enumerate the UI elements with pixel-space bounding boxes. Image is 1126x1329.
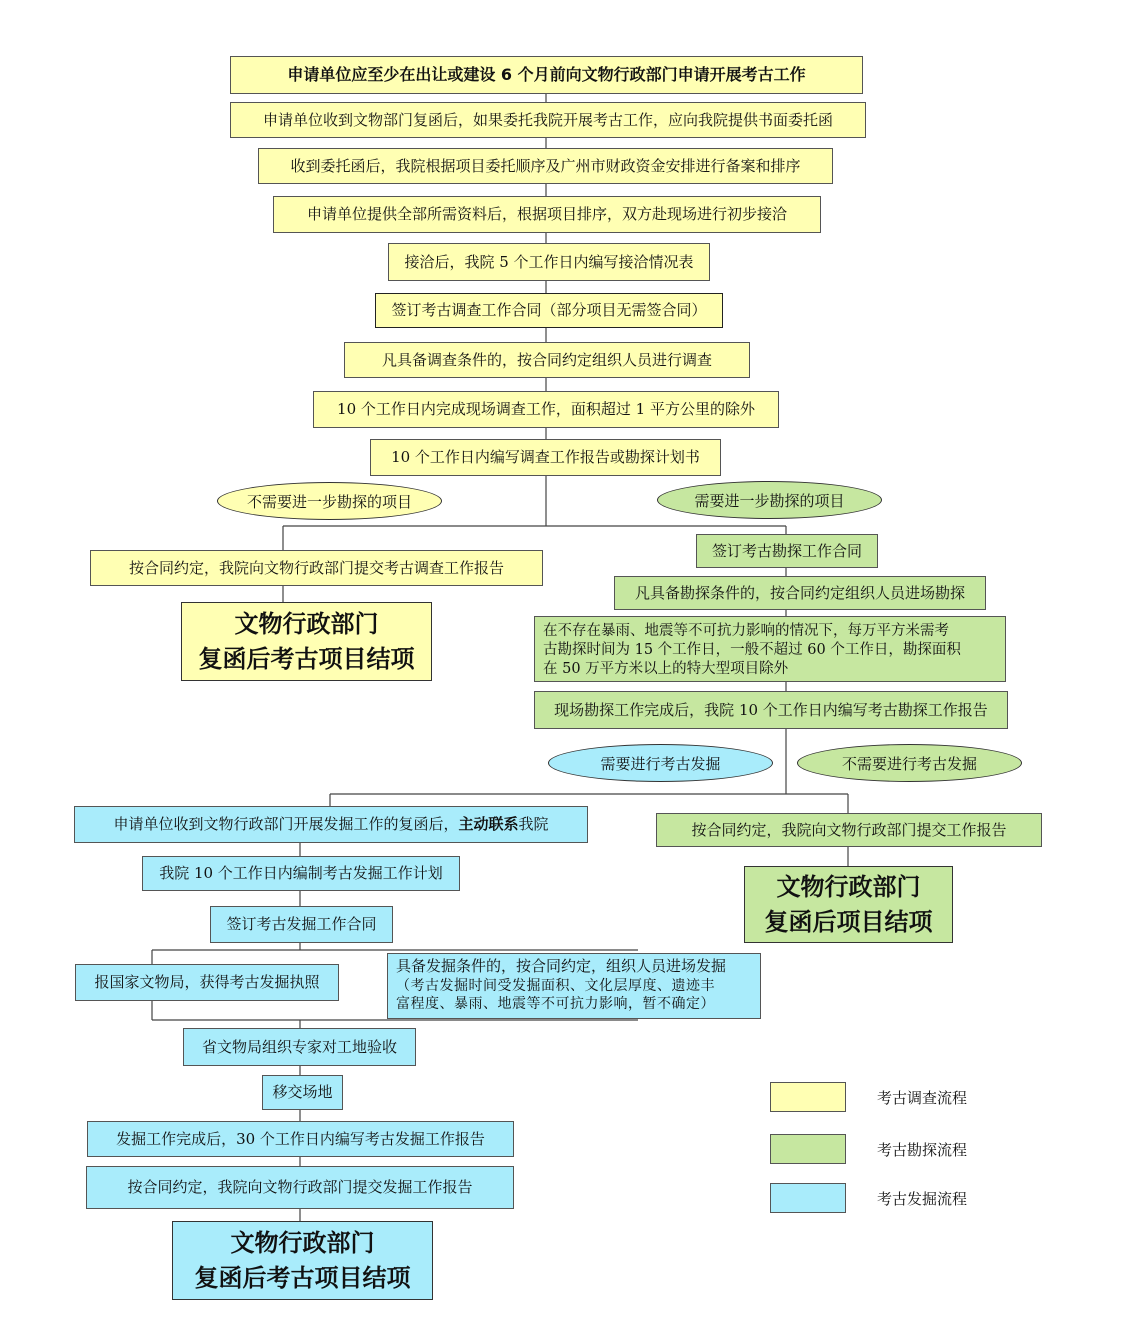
step-sign-survey-contract-text: 签订考古调查工作合同（部分项目无需签合同） [391,301,707,320]
excavate-site-acceptance-text: 省文物局组织专家对工地验收 [201,1037,397,1056]
branch-no-exploration-text: 不需要进一步勘探的项目 [246,492,412,511]
excavate-site-acceptance [183,1028,416,1066]
step-complete-field-survey [313,391,779,428]
excavate-make-plan-text: 我院 10 个工作日内编制考古发掘工作计划 [159,864,443,883]
step-sign-survey-contract [375,293,723,328]
excavate-organize-team [387,953,761,1019]
explore-project-closed-line2: 复函后项目结项 [764,907,933,936]
excavate-organize-line2: （考古发掘时间受发掘面积、文化层厚度、遗迹丰 [396,977,715,994]
excavate-sign-contract [210,906,393,943]
legend-label-excavation: 考古发掘流程 [877,1190,968,1208]
branch-no-exploration [217,482,442,520]
explore-submit-report-text: 按合同约定，我院向文物行政部门提交工作报告 [691,820,1007,839]
step-contact-report-text: 接洽后，我院 5 个工作日内编写接洽情况表 [404,252,694,271]
step-initial-contact-text: 申请单位提供全部所需资料后，根据项目排序，双方赴现场进行初步接洽 [306,205,787,224]
explore-duration-line3: 在 50 万平方米以上的特大型项目除外 [543,660,789,677]
branch-need-excavation-text: 需要进行考古发掘 [600,754,721,773]
survey-project-closed [181,602,432,681]
excavate-hand-over-site-text: 移交场地 [272,1083,333,1102]
branch-no-excavation-text: 不需要进行考古发掘 [841,754,977,773]
explore-organize-team-text: 凡具备勘探条件的，按合同约定组织人员进场勘探 [634,583,965,602]
step-provide-commission-letter [230,102,866,138]
step-register-and-sort-text: 收到委托函后，我院根据项目委托顺序及广州市财政资金安排进行备案和排序 [290,156,801,175]
excavate-write-report-text: 发掘工作完成后，30 个工作日内编写考古发掘工作报告 [116,1129,485,1148]
excavate-organize-line3: 富程度、暴雨、地震等不可抗力影响，暂不确定） [396,995,715,1012]
excavate-contact-prefix: 申请单位收到文物行政部门开展发掘工作的复函后， [113,815,459,834]
explore-duration-note [534,616,1006,682]
branch-need-exploration [657,481,882,519]
excavate-submit-report-text: 按合同约定，我院向文物行政部门提交发掘工作报告 [127,1178,473,1197]
step-initial-contact [273,196,821,233]
explore-organize-team [614,576,986,610]
excavate-write-report [87,1121,514,1157]
step-apply-to-authority [230,56,863,94]
branch-need-exploration-text: 需要进一步勘探的项目 [694,491,845,510]
excavate-submit-report [86,1166,514,1209]
legend-swatch-excavation [770,1183,846,1213]
legend-label-survey: 考古调查流程 [877,1089,968,1107]
excavate-contact-suffix: 我院 [518,815,549,834]
step-write-survey-report-text: 10 个工作日内编写调查工作报告或勘探计划书 [391,448,700,467]
explore-sign-contract-text: 签订考古勘探工作合同 [711,541,862,560]
survey-project-closed-line2: 复函后考古项目结项 [198,644,415,673]
explore-write-report-text: 现场勘探工作完成后，我院 10 个工作日内编写考古勘探工作报告 [554,700,988,719]
explore-project-closed-line1: 文物行政部门 [776,872,921,901]
survey-submit-report-text: 按合同约定，我院向文物行政部门提交考古调查工作报告 [128,558,504,577]
explore-project-closed [744,866,953,943]
excavate-project-closed-line1: 文物行政部门 [230,1228,375,1257]
step-organize-survey [344,342,750,378]
excavate-project-closed-line2: 复函后考古项目结项 [194,1263,411,1292]
legend-swatch-exploration [770,1134,846,1164]
step-complete-field-survey-text: 10 个工作日内完成现场调查工作，面积超过 1 平方公里的除外 [337,400,755,419]
step-provide-commission-letter-text: 申请单位收到文物部门复函后，如果委托我院开展考古工作，应向我院提供书面委托函 [262,110,833,129]
step-contact-report [388,243,710,281]
step-organize-survey-text: 凡具备调查条件的，按合同约定组织人员进行调查 [381,350,712,369]
survey-submit-report [90,550,543,586]
excavate-project-closed [172,1221,433,1300]
excavate-get-license [75,964,339,1001]
legend-swatch-survey [770,1082,846,1112]
step-apply-to-authority-text: 申请单位应至少在出让或建设 6 个月前向文物行政部门申请开展考古工作 [287,65,806,84]
explore-duration-line2: 古勘探时间为 15 个工作日，一般不超过 60 个工作日，勘探面积 [543,641,961,658]
explore-duration-line1: 在不存在暴雨、地震等不可抗力影响的情况下，每万平方米需考 [543,623,949,639]
explore-submit-report [656,813,1042,847]
legend-label-exploration: 考古勘探流程 [877,1141,968,1159]
branch-no-excavation [797,744,1022,782]
explore-write-report [534,691,1008,729]
step-write-survey-report [370,439,721,476]
excavate-contact-bold: 主动联系 [458,815,519,834]
excavate-hand-over-site [262,1075,343,1110]
survey-project-closed-line1: 文物行政部门 [234,609,379,638]
explore-sign-contract [696,534,878,568]
excavate-get-license-text: 报国家文物局，获得考古发掘执照 [94,973,320,992]
excavate-contact-institute [74,806,588,843]
excavate-organize-line1: 具备发掘条件的，按合同约定，组织人员进场发掘 [396,957,727,975]
branch-need-excavation [548,744,773,782]
step-register-and-sort [258,148,833,184]
excavate-sign-contract-text: 签订考古发掘工作合同 [226,915,377,934]
excavate-make-plan [142,856,460,891]
